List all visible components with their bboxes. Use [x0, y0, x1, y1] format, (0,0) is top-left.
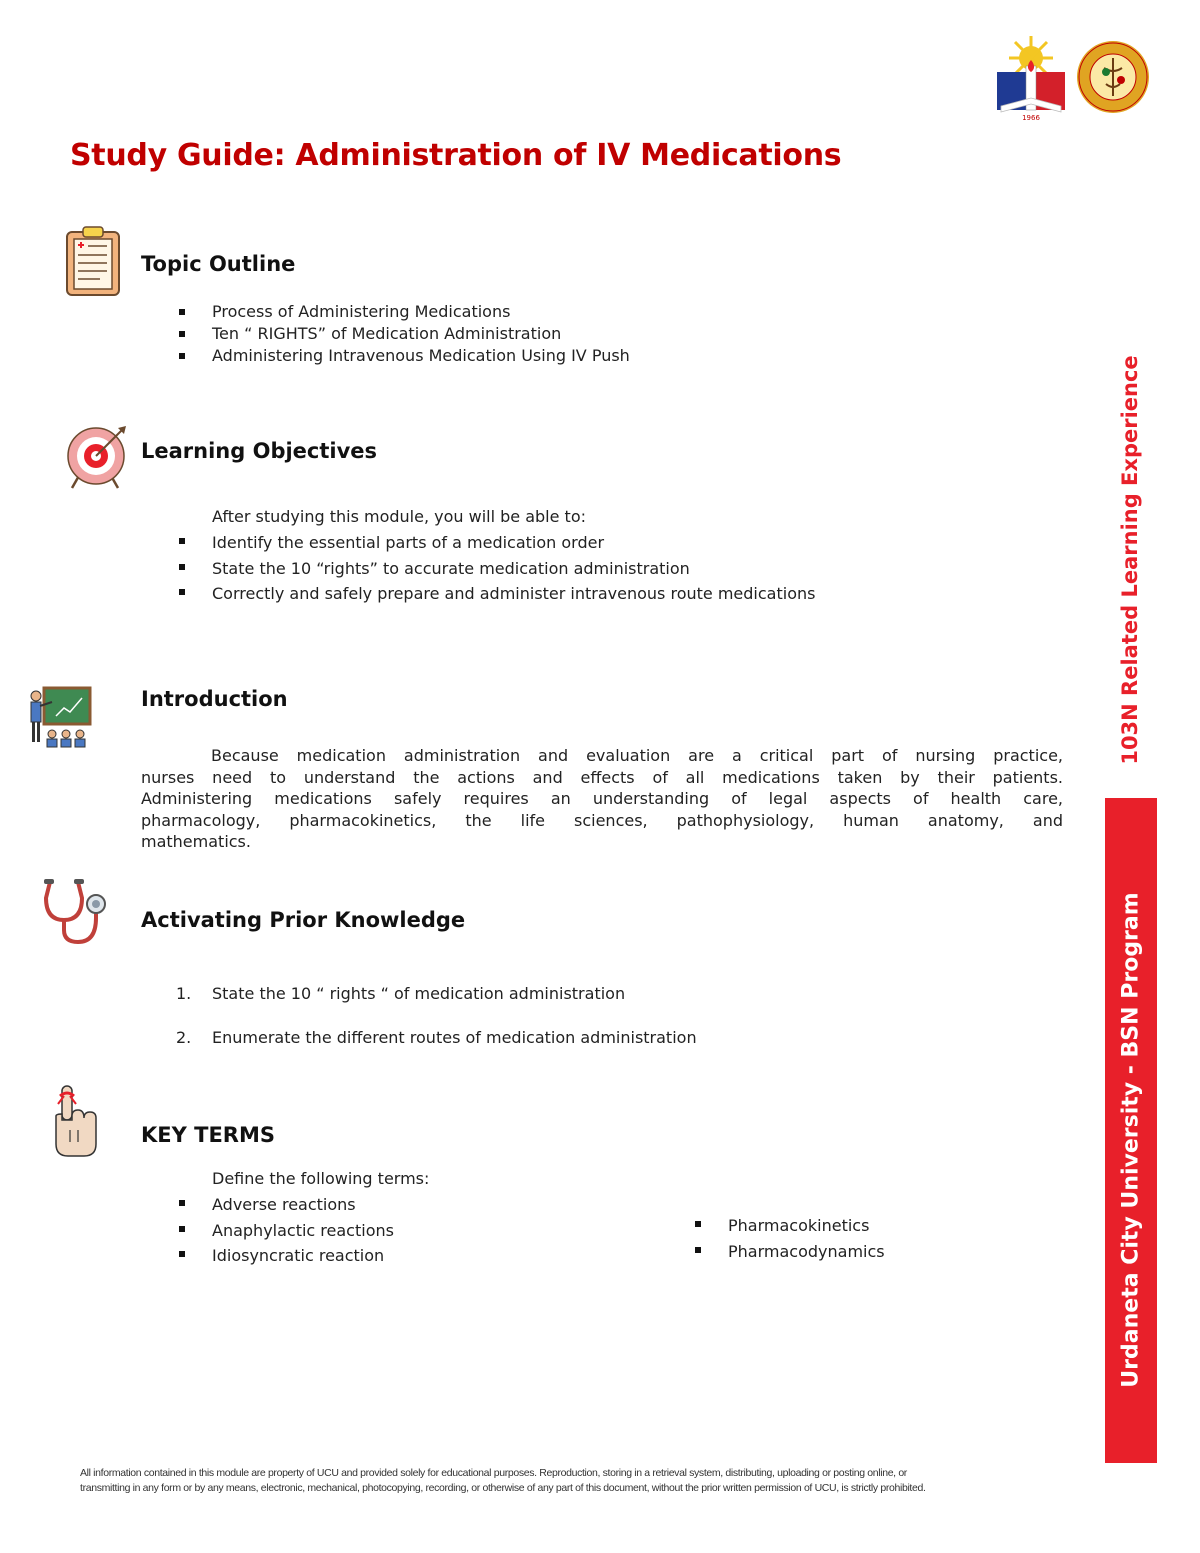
item-number: 1.: [176, 984, 192, 1003]
list-item: Ten “ RIGHTS” of Medication Administration: [176, 323, 630, 345]
item-text: Enumerate the different routes of medication administration: [212, 1028, 697, 1047]
left-logo: [995, 36, 1067, 122]
page-title: Study Guide: Administration of IV Medications: [70, 138, 842, 173]
introduction-heading: Introduction: [141, 687, 288, 711]
course-vertical-label: 103N Related Learning Experience: [1118, 355, 1142, 765]
prior-knowledge-list: [176, 983, 697, 1049]
list-item: Anaphylactic reactions: [176, 1218, 394, 1244]
intro-line: Administering medications safely requires an understanding of legal aspects of health care,: [141, 789, 1063, 808]
finger-ribbon-icon: [50, 1082, 100, 1160]
intro-line: Because medication administration and evaluation are a critical part of nursing practice,: [211, 746, 1063, 765]
key-terms-intro: Define the following terms:: [212, 1169, 430, 1188]
key-terms-right-list: [692, 1213, 885, 1264]
footer-line: All information contained in this module are property of UCU and provided solely for educational purposes. Reproduction, storing in a retrieval system, distributing, uploading or posting online, or: [80, 1467, 907, 1479]
item-text: State the 10 “ rights “ of medication administration: [212, 984, 626, 1003]
list-item: Idiosyncratic reaction: [176, 1243, 394, 1269]
introduction-paragraph: [141, 745, 1063, 853]
list-item: [176, 983, 697, 1005]
topic-outline-list: [176, 301, 630, 367]
teacher-board-icon: [28, 686, 92, 748]
list-item: Pharmacokinetics: [692, 1213, 885, 1239]
list-item: Identify the essential parts of a medication order: [176, 530, 815, 556]
objectives-list: [176, 530, 815, 607]
intro-line: pharmacology, pharmacokinetics, the life sciences, pathophysiology, human anatomy, and: [141, 810, 1063, 830]
list-item: Adverse reactions: [176, 1192, 394, 1218]
list-item: [176, 1027, 697, 1049]
list-item: State the 10 “rights” to accurate medication administration: [176, 556, 815, 582]
list-item: Process of Administering Medications: [176, 301, 630, 323]
topic-outline-heading: Topic Outline: [141, 252, 296, 276]
program-vertical-label: Urdaneta City University - BSN Program: [1118, 892, 1144, 1388]
target-icon: [66, 424, 130, 490]
intro-line: mathematics.: [141, 832, 251, 851]
objectives-intro: After studying this module, you will be able to:: [212, 507, 586, 526]
list-item: Pharmacodynamics: [692, 1239, 885, 1265]
logo-year-text: 1966: [1022, 114, 1040, 122]
footer-disclaimer: [80, 1466, 1100, 1496]
prior-knowledge-heading: Activating Prior Knowledge: [141, 908, 466, 932]
key-terms-heading: KEY TERMS: [141, 1123, 275, 1147]
key-terms-left-list: [176, 1192, 394, 1269]
learning-objectives-heading: Learning Objectives: [141, 439, 378, 463]
intro-line: nurses need to understand the actions and effects of all medications taken by their patients.: [141, 767, 1063, 787]
stethoscope-icon: [40, 878, 106, 946]
footer-line: transmitting in any form or by any means, electronic, mechanical, photocopying, recording, or otherwise of any part of this document, without the prior written permission of UCU, is strictly prohibited.: [80, 1482, 926, 1494]
list-item: Administering Intravenous Medication Using IV Push: [176, 345, 630, 367]
item-number: 2.: [176, 1028, 192, 1047]
list-item: Correctly and safely prepare and administer intravenous route medications: [176, 581, 815, 607]
right-logo: [1076, 40, 1150, 114]
clipboard-icon: [64, 224, 122, 298]
